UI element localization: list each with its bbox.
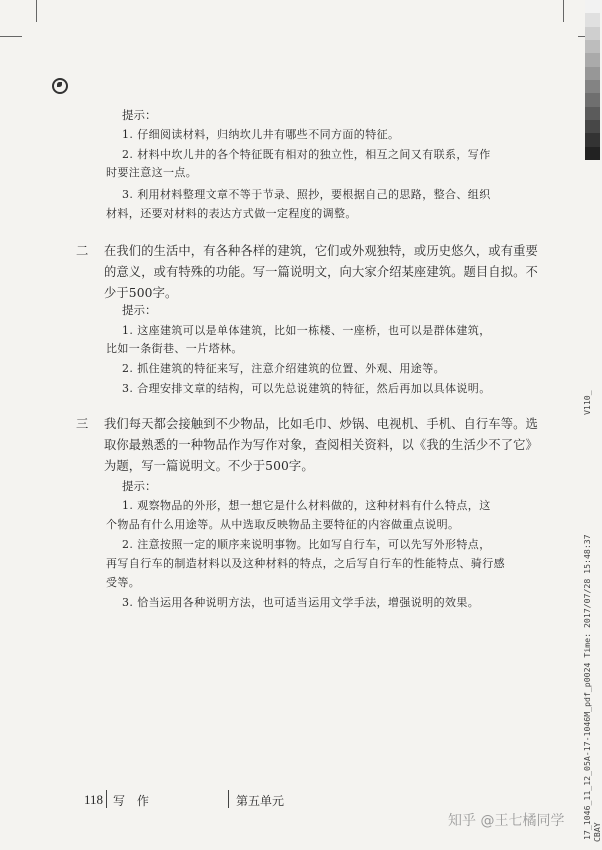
body-line: 在我们的生活中，有各种各样的建筑，它们或外观独特，或历史悠久，或有重要 xyxy=(104,244,538,258)
body-line: 取你最熟悉的一种物品作为写作对象，查阅相关资料，以《我的生活少不了它》 xyxy=(104,438,538,452)
tip-line: 材料，还要对材料的表达方式做一定程度的调整。 xyxy=(106,207,357,220)
grayscale-swatch xyxy=(585,93,600,106)
tip-line: 个物品有什么用途等。从中选取反映物品主要特征的内容做重点说明。 xyxy=(106,518,460,531)
tip-line: 3. 恰当运用各种说明方法，也可适当运用文学手法，增强说明的效果。 xyxy=(122,596,480,609)
tip-line: 时要注意这一点。 xyxy=(106,166,198,179)
hint-title: 提示： xyxy=(122,479,157,493)
ink-tag: CBAY xyxy=(592,822,602,842)
grayscale-strip xyxy=(585,0,600,160)
grayscale-swatch xyxy=(585,107,600,120)
page-number: 118 xyxy=(84,792,104,807)
grayscale-swatch xyxy=(585,67,600,80)
body-line: 的意义，或有特殊的功能。写一篇说明文，向大家介绍某座建筑。题目自拟。不 xyxy=(104,265,538,279)
grayscale-swatch xyxy=(585,120,600,133)
footer-divider xyxy=(106,790,107,808)
tip-line: 1. 这座建筑可以是单体建筑，比如一栋楼、一座桥，也可以是群体建筑， xyxy=(122,324,491,337)
hint-title: 提示： xyxy=(122,108,157,122)
side-code: V110_ xyxy=(582,390,592,415)
section-number: 二 xyxy=(76,244,89,258)
crop-mark xyxy=(0,36,22,37)
body-line: 少于500字。 xyxy=(104,286,178,300)
grayscale-swatch xyxy=(585,80,600,93)
tip-line: 1. 仔细阅读材料，归纳坎儿井有哪些不同方面的特征。 xyxy=(122,128,400,141)
tip-line: 1. 观察物品的外形，想一想它是什么材料做的，这种材料有什么特点，这 xyxy=(122,499,491,512)
tip-line: 2. 材料中坎儿井的各个特征既有相对的独立性，相互之间又有联系，写作 xyxy=(122,148,491,161)
crop-mark xyxy=(563,0,564,22)
tip-line: 3. 利用材料整理文章不等于节录、照抄，要根据自己的思路，整合、组织 xyxy=(122,188,491,201)
page-marker-icon xyxy=(52,78,68,94)
tip-line: 2. 抓住建筑的特征来写，注意介绍建筑的位置、外观、用途等。 xyxy=(122,362,445,375)
print-info: 17_1046_11_12_05A-17-1046M_pdf_p0024 Time: 2017/07/28 15:48:37 xyxy=(582,534,592,840)
section-number: 三 xyxy=(76,417,89,431)
zhihu-watermark: 知乎 @王七橘同学 xyxy=(448,813,565,829)
grayscale-swatch xyxy=(585,53,600,66)
footer-divider xyxy=(228,790,229,808)
tip-line: 比如一条街巷、一片塔林。 xyxy=(106,342,243,355)
tip-line: 受等。 xyxy=(106,576,141,589)
footer-section-label: 写 作 xyxy=(113,794,153,808)
body-line: 为题，写一篇说明文。不少于500字。 xyxy=(104,459,314,473)
grayscale-swatch xyxy=(585,133,600,146)
footer-unit-label: 第五单元 xyxy=(236,794,285,808)
tip-line: 再写自行车的制造材料以及这种材料的特点，之后写自行车的性能特点、骑行感 xyxy=(106,557,505,570)
grayscale-swatch xyxy=(585,147,600,160)
grayscale-swatch xyxy=(585,13,600,26)
tip-line: 3. 合理安排文章的结构，可以先总说建筑的特征，然后再加以具体说明。 xyxy=(122,382,491,395)
grayscale-swatch xyxy=(585,27,600,40)
grayscale-swatch xyxy=(585,0,600,13)
crop-mark xyxy=(36,0,37,22)
hint-title: 提示： xyxy=(122,303,157,317)
tip-line: 2. 注意按照一定的顺序来说明事物。比如写自行车，可以先写外形特点， xyxy=(122,538,491,551)
body-line: 我们每天都会接触到不少物品，比如毛巾、炒锅、电视机、手机、自行车等。选 xyxy=(104,417,538,431)
grayscale-swatch xyxy=(585,40,600,53)
